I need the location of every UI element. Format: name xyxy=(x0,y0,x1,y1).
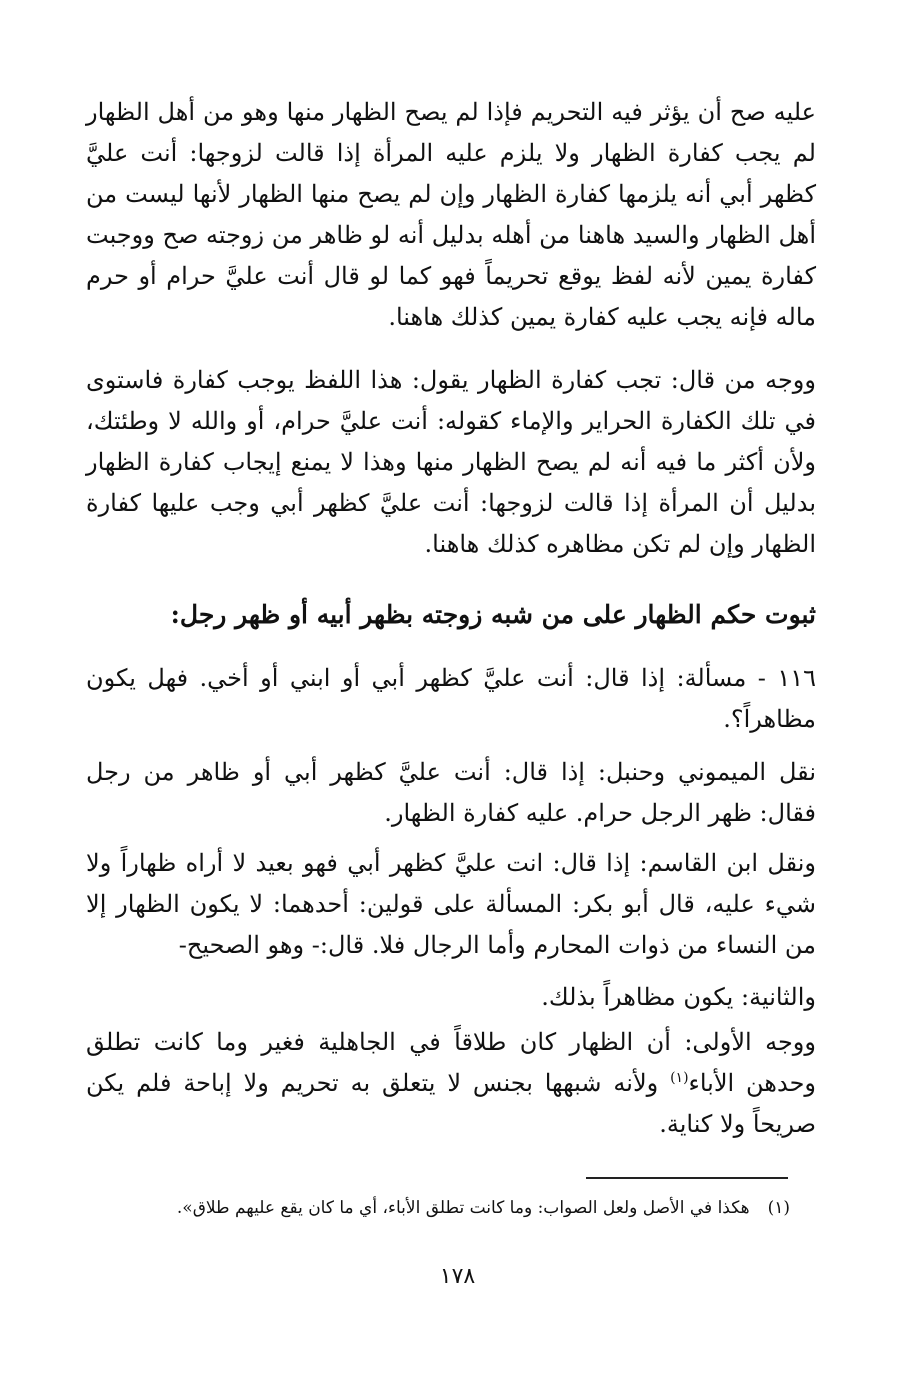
footnote xyxy=(86,1195,790,1221)
paragraph-7-end: ولأنه شبهها بجنس لا يتعلق به تحريم ولا إباحة فلم يكن صريحاً ولا كناية. xyxy=(86,1069,816,1138)
body-paragraph-2: ووجه من قال: تجب كفارة الظهار يقول: هذا اللفظ يوجب كفارة فاستوى في تلك الكفارة الحراير والإماء كقوله: أنت عليَّ حرام، أو والله لا وطئتك، ولأن أكثر ما فيه أنه لم يصح الظهار منها وهذا لا يمنع إيجاب كفارة الظهار بدليل أن المرأة إذا قالت لزوجها: أنت عليَّ كظهر أبي وجب عليها كفارة الظهار وإن لم تكن مظاهره كذلك هاهنا. xyxy=(86,366,816,558)
page-number: ١٧٨ xyxy=(439,1264,476,1289)
footnote-number: (١) xyxy=(767,1198,790,1218)
body-paragraph-4: نقل الميموني وحنبل: إذا قال: أنت عليَّ كظهر أبي أو ظاهر من رجل فقال: ظهر الرجل حرام. عليه كفارة الظهار. xyxy=(86,758,816,827)
body-paragraph-7 xyxy=(86,1022,816,1145)
body-paragraph-5: ونقل ابن القاسم: إذا قال: انت عليَّ كظهر أبي فهو بعيد لا أراه ظهاراً ولا شيء عليه، قال أبو بكر: المسألة على قولين: أحدهما: لا يكون الظهار إلا من النساء من ذوات المحارم وأما الرجال فلا. قال:- وهو الصحيح- xyxy=(86,849,816,959)
body-paragraph-1: عليه صح أن يؤثر فيه التحريم فإذا لم يصح الظهار منها وهو من أهل الظهار لم يجب كفارة الظهار ولا يلزم عليه المرأة إذا قالت لزوجها: أنت عليَّ كظهر أبي أنه يلزمها كفارة الظهار وإن لم يصح منها الظهار لأنها ليست من أهل الظهار والسيد هاهنا من أهله بدليل أنه لو ظاهر من زوجته صح ووجبت كفارة يمين لأنه لفظ يوقع تحريماً فهو كما لو قال أنت عليَّ حرام أو حرم ماله فإنه يجب عليه كفارة يمين كذلك هاهنا. xyxy=(86,98,816,331)
body-paragraph-6: والثانية: يكون مظاهراً بذلك. xyxy=(541,983,816,1011)
section-heading: ثبوت حكم الظهار على من شبه زوجته بظهر أبيه أو ظهر رجل: xyxy=(170,600,816,629)
paragraph-7-start: ووجه الأولى: أن الظهار كان طلاقاً في الجاهلية فغير وما كانت تطلق وحدهن الأباء xyxy=(86,1028,816,1097)
footnote-reference: (١) xyxy=(670,1070,689,1086)
footnote-text: هكذا في الأصل ولعل الصواب: وما كانت تطلق الأباء، أي ما كان يقع عليهم طلاق». xyxy=(176,1198,750,1218)
footnote-divider xyxy=(586,1177,788,1179)
issue-paragraph: ١١٦ - مسألة: إذا قال: أنت عليَّ كظهر أبي أو ابني أو أخي. فهل يكون مظاهراً؟. xyxy=(86,664,816,733)
